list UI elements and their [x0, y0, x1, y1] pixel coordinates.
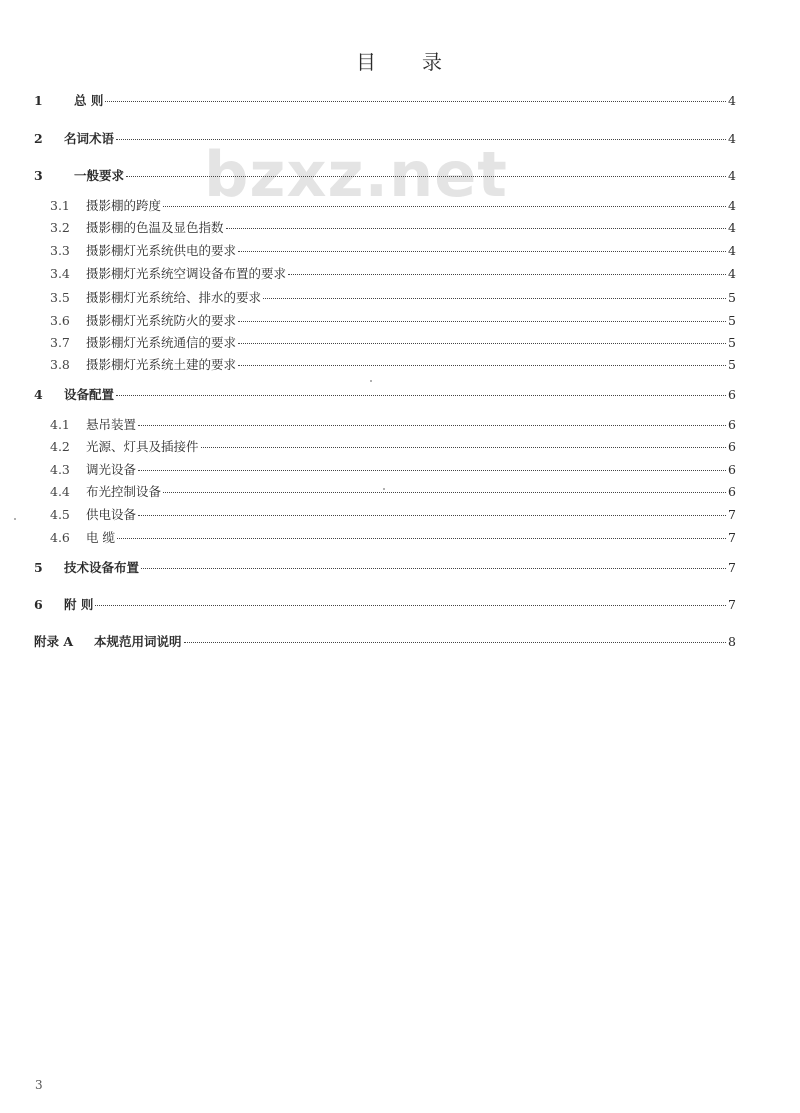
toc-entry-number: 3.4 — [50, 266, 70, 281]
toc-entry-number: 6 — [34, 597, 43, 612]
dot-leader — [116, 395, 726, 396]
toc-entry-label: 技术设备布置 — [64, 560, 140, 575]
toc-entry-label: 摄影棚的跨度 — [86, 198, 162, 213]
toc-entry-label: 摄影棚灯光系统空调设备布置的要求 — [86, 266, 287, 281]
toc-entry-label: 摄影棚灯光系统防火的要求 — [86, 313, 237, 328]
dot-leader — [126, 176, 726, 177]
dot-leader — [117, 538, 726, 539]
scan-speck — [383, 488, 385, 490]
toc-entry-page: 4 — [728, 220, 736, 235]
toc-entry[interactable] — [34, 166, 736, 184]
toc-entry-number: 3.3 — [50, 243, 70, 258]
toc-entry-page: 7 — [728, 530, 736, 545]
toc-entry-label: 附 则 — [64, 597, 94, 612]
toc-entry-number: 3.7 — [50, 335, 70, 350]
scan-speck — [370, 380, 372, 382]
dot-leader — [184, 642, 726, 643]
toc-entry-page: 5 — [728, 313, 736, 328]
toc-entry-label: 布光控制设备 — [86, 484, 162, 499]
toc-entry-label: 摄影棚灯光系统通信的要求 — [86, 335, 237, 350]
dot-leader — [238, 251, 726, 252]
toc-entry-page: 6 — [728, 484, 736, 499]
dot-leader — [105, 101, 726, 102]
toc-entry-number: 4.3 — [50, 462, 70, 477]
toc-entry-page: 4 — [728, 266, 736, 281]
toc-entry-label: 光源、灯具及插接件 — [86, 439, 199, 454]
toc-entry-page: 8 — [728, 634, 736, 649]
toc-subentry[interactable] — [50, 196, 736, 214]
toc-entry-label: 摄影棚灯光系统土建的要求 — [86, 357, 237, 372]
dot-leader — [116, 139, 726, 140]
toc-entry[interactable] — [34, 91, 736, 109]
dot-leader — [138, 470, 726, 471]
toc-subentry[interactable] — [50, 264, 736, 282]
dot-leader — [263, 298, 726, 299]
toc-entry-label: 名词术语 — [64, 131, 115, 146]
dot-leader — [138, 425, 726, 426]
dot-leader — [238, 365, 726, 366]
toc-subentry[interactable] — [50, 311, 736, 329]
toc-entry-label: 摄影棚灯光系统供电的要求 — [86, 243, 237, 258]
scan-speck — [14, 518, 16, 520]
dot-leader — [163, 206, 726, 207]
toc-entry-page: 4 — [728, 93, 736, 108]
toc-entry-number: 3.6 — [50, 313, 70, 328]
toc-entry-label: 供电设备 — [86, 507, 137, 522]
toc-entry-label: 摄影棚灯光系统给、排水的要求 — [86, 290, 262, 305]
title-char-right: 录 — [422, 50, 444, 74]
toc-entry-page: 7 — [728, 507, 736, 522]
dot-leader — [163, 492, 726, 493]
toc-entry-page: 5 — [728, 357, 736, 372]
toc-entry-number: 3.2 — [50, 220, 70, 235]
toc-entry-number: 4.2 — [50, 439, 70, 454]
dot-leader — [95, 605, 726, 606]
dot-leader — [238, 321, 726, 322]
toc-entry-number: 3.5 — [50, 290, 70, 305]
dot-leader — [288, 274, 726, 275]
dot-leader — [138, 515, 726, 516]
toc-entry-label: 电 缆 — [86, 530, 115, 545]
toc-entry-page: 7 — [728, 597, 736, 612]
toc-subentry[interactable] — [50, 333, 736, 351]
toc-entry-label: 悬吊装置 — [86, 417, 137, 432]
toc-entry-number: 1 — [34, 93, 43, 108]
toc-subentry[interactable] — [50, 218, 736, 236]
toc-entry[interactable] — [34, 385, 736, 403]
toc-subentry[interactable] — [50, 415, 736, 433]
dot-leader — [226, 228, 726, 229]
toc-subentry[interactable] — [50, 528, 736, 546]
toc-entry-number: 2 — [34, 131, 43, 146]
toc-entry-label: 总 则 — [74, 93, 104, 108]
toc-entry-page: 4 — [728, 198, 736, 213]
toc-entry-page: 4 — [728, 168, 736, 183]
dot-leader — [141, 568, 726, 569]
toc-entry-number: 4 — [34, 387, 43, 402]
toc-entry-number: 4.5 — [50, 507, 70, 522]
toc-subentry[interactable] — [50, 505, 736, 523]
toc-entry-label: 一般要求 — [74, 168, 125, 183]
toc-entry-number: 3 — [34, 168, 43, 183]
toc-subentry[interactable] — [50, 437, 736, 455]
toc-entry-number: 附录 A — [34, 634, 74, 649]
toc-entry-page: 6 — [728, 387, 736, 402]
toc-subentry[interactable] — [50, 241, 736, 259]
toc-entry-label: 本规范用词说明 — [94, 634, 182, 649]
toc-entry-number: 4.6 — [50, 530, 70, 545]
toc-entry[interactable] — [34, 595, 736, 613]
dot-leader — [201, 447, 726, 448]
toc-entry[interactable] — [34, 129, 736, 147]
toc-entry-page: 5 — [728, 335, 736, 350]
toc-entry-number: 3.1 — [50, 198, 70, 213]
dot-leader — [238, 343, 726, 344]
watermark: bzxz.net — [204, 138, 508, 211]
title-char-left: 目 — [356, 50, 378, 74]
toc-subentry[interactable] — [50, 288, 736, 306]
toc-entry-page: 6 — [728, 439, 736, 454]
toc-entry-label: 调光设备 — [86, 462, 137, 477]
toc-entry-number: 5 — [34, 560, 43, 575]
toc-entry-page: 7 — [728, 560, 736, 575]
page-title — [0, 46, 800, 75]
toc-entry[interactable] — [34, 632, 736, 650]
toc-entry-number: 4.1 — [50, 417, 70, 432]
toc-entry[interactable] — [34, 558, 736, 576]
toc-entry-label: 设备配置 — [64, 387, 115, 402]
toc-entry-page: 6 — [728, 462, 736, 477]
toc-subentry[interactable] — [50, 460, 736, 478]
toc-entry-page: 6 — [728, 417, 736, 432]
toc-entry-label: 摄影棚的色温及显色指数 — [86, 220, 224, 235]
toc-entry-number: 3.8 — [50, 357, 70, 372]
page-number: 3 — [35, 1078, 43, 1092]
toc-entry-page: 5 — [728, 290, 736, 305]
toc-entry-number: 4.4 — [50, 484, 70, 499]
toc-entry-page: 4 — [728, 243, 736, 258]
toc-subentry[interactable] — [50, 482, 736, 500]
toc-entry-page: 4 — [728, 131, 736, 146]
toc-subentry[interactable] — [50, 355, 736, 373]
